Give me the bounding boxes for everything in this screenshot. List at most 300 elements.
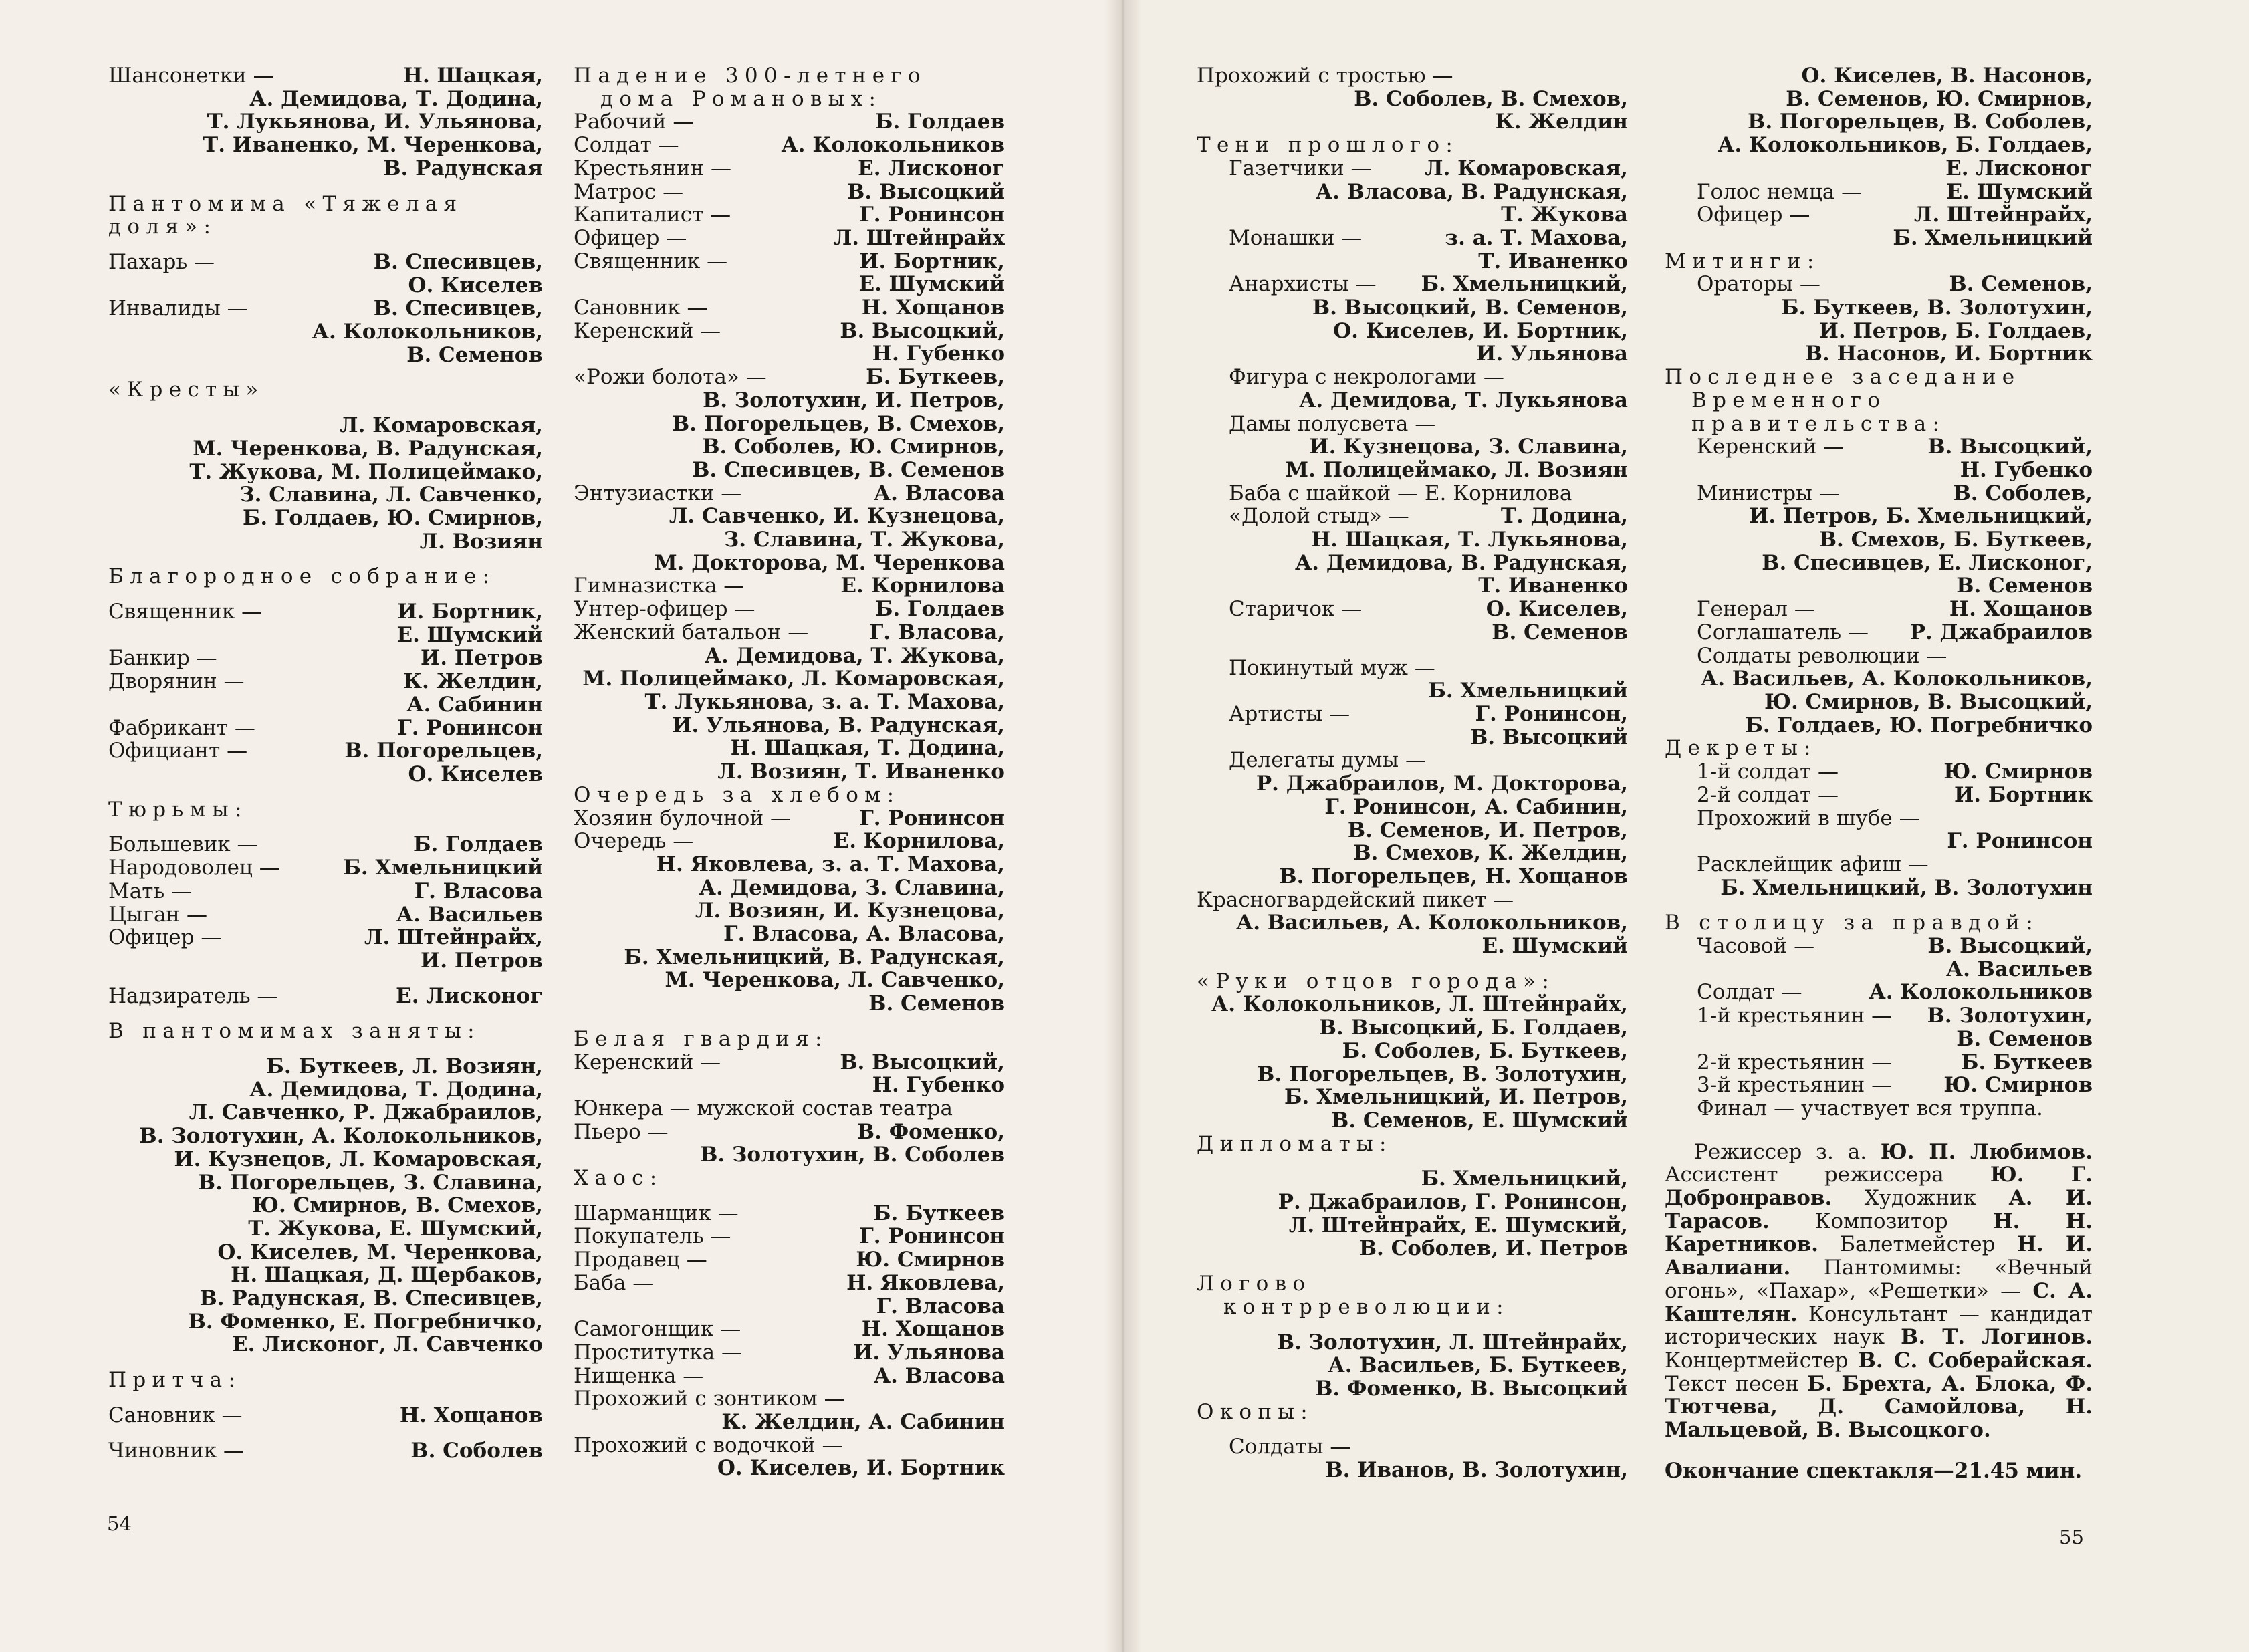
actor-names: Н. Шацкая, xyxy=(402,64,543,88)
cast-row xyxy=(1197,157,1628,181)
role-name: Солдат — xyxy=(1697,980,1802,1005)
cast-row xyxy=(1665,273,2093,296)
actor-names-line: Б. Хмельницкий, В. Золотухин xyxy=(1720,875,2093,900)
cast-row xyxy=(1197,598,1628,621)
role-name: 1-й крестьянин — xyxy=(1697,1004,1893,1028)
cast-row xyxy=(574,1120,1005,1144)
actor-names-line: И. Кузнецова, З. Славина, xyxy=(1309,435,1628,459)
cast-column-2 xyxy=(574,64,1005,1480)
role-name: Пахарь — xyxy=(108,249,215,274)
role-name: Часовой — xyxy=(1697,934,1815,959)
actor-names-line: О. Киселев, И. Бортник xyxy=(717,1456,1005,1481)
scene-heading: правительства: xyxy=(1691,411,1946,436)
actor-names: В. Высоцкий, xyxy=(840,1050,1005,1074)
actor-names-line: Л. Возиян xyxy=(419,529,543,554)
actor-names-line: Н. Яковлева, з. а. Т. Махова, xyxy=(656,852,1005,876)
actor-names-line: Н. Губенко xyxy=(1960,457,2093,482)
role-name: Финал — участвует вся труппа. xyxy=(1697,1096,2043,1120)
scene-heading: дома Романовых: xyxy=(600,86,882,111)
cast-row xyxy=(1665,981,2093,1004)
actor-names: Е. Корнилова, xyxy=(833,829,1005,854)
cast-row xyxy=(1665,598,2093,621)
cast-row xyxy=(108,926,543,949)
actor-names-line: Т. Иваненко xyxy=(1478,249,1628,273)
credit-text: Композитор xyxy=(1769,1209,1994,1233)
actor-names-line: А. Демидова, Т. Жукова, xyxy=(704,643,1005,668)
actor-names-line: А. Васильев, А. Колокольников, xyxy=(1700,667,2093,691)
actor-names-line: Л. Комаровская, xyxy=(340,413,543,438)
cast-row xyxy=(108,297,543,320)
role-name: Проститутка — xyxy=(574,1340,742,1365)
role-name: Крестьянин — xyxy=(574,156,731,181)
actor-names-line: В. Соболев, Ю. Смирнов, xyxy=(702,435,1005,459)
role-name: Дворянин — xyxy=(108,669,245,694)
actor-names-line: В. Семенов xyxy=(1956,1026,2093,1051)
cast-row xyxy=(574,1051,1005,1074)
cast-row xyxy=(574,296,1005,320)
cast-row xyxy=(1665,853,2093,876)
role-name: Народоволец — xyxy=(108,856,280,880)
role-name: Унтер-офицер — xyxy=(574,597,755,622)
actor-names-line: Т. Лукьянова, з. а. Т. Махова, xyxy=(644,689,1005,714)
actor-names: В. Погорельцев, xyxy=(344,739,543,763)
scene-heading: Последнее заседание xyxy=(1665,365,2021,390)
scene-heading: Падение 300-летнего xyxy=(574,64,927,88)
credit-name: Б. Брехта, А. Блока, Ф. Тютчева, Д. Самойлова, Н. Мальцевой, В. Высоцкого. xyxy=(1665,1371,2093,1443)
scene-heading: Белая гвардия: xyxy=(574,1026,828,1051)
role-name: Расклейщик афиш — xyxy=(1697,852,1929,876)
cast-row xyxy=(574,621,1005,644)
cast-row xyxy=(1665,1051,2093,1074)
role-name: 3-й крестьянин — xyxy=(1697,1073,1893,1098)
actor-names: Л. Штейнрайх xyxy=(833,225,1005,250)
role-name: «Долой стыд» — xyxy=(1229,504,1409,529)
actor-names-line: А. Власова, В. Радунская, xyxy=(1315,179,1628,204)
actor-names-line: А. Демидова, Т. Додина, xyxy=(249,86,543,111)
actor-names: Б. Голдаев xyxy=(874,110,1005,134)
cast-row xyxy=(574,1341,1005,1365)
scene-heading: Дипломаты: xyxy=(1197,1131,1393,1156)
actor-names-line: Л. Возиян, Т. Иваненко xyxy=(717,759,1005,784)
cast-row xyxy=(1197,703,1628,726)
actor-names-line: И. Кузнецов, Л. Комаровская, xyxy=(174,1147,543,1171)
actor-names-line: Е. Шумский xyxy=(396,622,543,647)
actor-names-line: Б. Буткеев, Л. Возиян, xyxy=(266,1054,543,1079)
role-name: 2-й солдат — xyxy=(1697,782,1839,807)
actor-names-line: В. Насонов, И. Бортник xyxy=(1804,342,2093,366)
actor-names-line: А. Демидова, В. Радунская, xyxy=(1294,550,1628,575)
actor-names-line: А. Сабинин xyxy=(406,692,543,717)
actor-names: Г. Ронинсон xyxy=(859,1224,1005,1249)
cast-row xyxy=(574,1097,1005,1120)
actor-names: И. Бортник, xyxy=(859,249,1005,273)
actor-names-line: Н. Шацкая, Д. Щербаков, xyxy=(231,1263,543,1288)
performance-ending: Окончание спектакля—21.45 мин. xyxy=(1665,1458,2083,1483)
role-name: Покинутый муж — xyxy=(1229,655,1435,680)
actor-names: В. Высоцкий, xyxy=(1927,934,2093,959)
actor-names-line: Н. Шацкая, Т. Додина, xyxy=(730,736,1005,761)
cast-row xyxy=(108,903,543,927)
actor-names-line: В. Соболев, В. Смехов, xyxy=(1354,86,1628,111)
role-name: Офицер — xyxy=(574,225,687,250)
cast-row xyxy=(108,600,543,624)
actor-names-line: М. Полицеймако, Л. Возиян xyxy=(1285,457,1628,482)
actor-names: Е. Шумский xyxy=(1946,179,2093,204)
cast-row xyxy=(574,598,1005,621)
cast-row xyxy=(1665,621,2093,644)
actor-names: Н. Хощанов xyxy=(861,1317,1005,1342)
scene-heading: Окопы: xyxy=(1197,1399,1314,1424)
role-name: 2-й крестьянин — xyxy=(1697,1050,1893,1074)
cast-row xyxy=(574,203,1005,227)
actor-names-line: В. Семенов, Ю. Смирнов, xyxy=(1786,86,2093,111)
scene-heading: Очередь за хлебом: xyxy=(574,782,901,807)
role-name: Цыган — xyxy=(108,902,207,927)
cast-row xyxy=(108,1439,543,1463)
cast-column-3 xyxy=(1197,64,1628,1482)
actor-names: Б. Буткеев xyxy=(1961,1050,2093,1074)
actor-names-line: Т. Жукова, Е. Шумский, xyxy=(248,1216,543,1241)
cast-row xyxy=(1665,203,2093,227)
role-name: Газетчики — xyxy=(1229,156,1372,181)
actor-names-line: В. Погорельцев, З. Славина, xyxy=(197,1170,543,1195)
actor-names-line: И. Петров, Б. Хмельницкий, xyxy=(1749,504,2093,529)
actor-names: Л. Штейнрайх, xyxy=(364,925,543,950)
actor-names-line: В. Иванов, В. Золотухин, xyxy=(1325,1458,1628,1483)
actor-names-line: Т. Лукьянова, И. Ульянова, xyxy=(207,110,543,134)
cast-row xyxy=(1665,807,2093,830)
actor-names-line: В. Золотухин, А. Колокольников, xyxy=(139,1124,543,1149)
role-name: Артисты — xyxy=(1229,701,1350,726)
role-name: Самогонщик — xyxy=(574,1317,741,1342)
role-name: Керенский — xyxy=(1697,435,1845,459)
actor-names-line: Б. Буткеев, В. Золотухин, xyxy=(1781,296,2093,320)
role-name: Фигура с некрологами — xyxy=(1229,365,1504,390)
role-name: Красногвардейский пикет — xyxy=(1197,887,1514,912)
cast-row xyxy=(574,320,1005,343)
actor-names-line: Б. Голдаев, Ю. Смирнов, xyxy=(242,505,543,530)
actor-names: Г. Власова xyxy=(414,878,543,903)
role-name: Монашки — xyxy=(1229,225,1363,250)
role-name: Солдаты революции — xyxy=(1697,643,1947,668)
actor-names-line: Т. Жукова xyxy=(1501,203,1628,227)
actor-names-line: В. Погорельцев, В. Соболев, xyxy=(1748,110,2093,134)
actor-names: Ю. Смирнов xyxy=(1943,1073,2093,1098)
scene-heading: Благородное собрание: xyxy=(108,564,496,589)
role-name: Юнкера — мужской состав театра xyxy=(574,1096,953,1120)
actor-names-line: О. Киселев, И. Бортник, xyxy=(1333,318,1628,343)
cast-row xyxy=(1665,760,2093,784)
actor-names-line: М. Докторова, М. Черенкова xyxy=(654,550,1005,575)
role-name: Продавец — xyxy=(574,1248,707,1272)
cast-row xyxy=(108,739,543,763)
actor-names: В. Соболев, xyxy=(1953,481,2093,505)
scene-heading: Декреты: xyxy=(1665,736,1817,761)
cast-row xyxy=(1665,1074,2093,1097)
actor-names-line: А. Васильев, А. Колокольников, xyxy=(1235,911,1628,935)
actor-names: Г. Ронинсон xyxy=(859,806,1005,830)
scene-heading: Пантомима «Тяжелая доля»: xyxy=(108,191,476,239)
actor-names-line: Л. Штейнрайх, Е. Шумский, xyxy=(1288,1213,1628,1237)
role-name: Энтузиастки — xyxy=(574,481,742,505)
scene-heading: «Руки отцов города»: xyxy=(1197,969,1556,993)
actor-names-line: В. Высоцкий xyxy=(1470,725,1628,749)
role-name: Банкир — xyxy=(108,646,217,671)
credit-text: Текст песен xyxy=(1665,1371,1808,1396)
role-name: Солдат — xyxy=(574,133,679,158)
actor-names: Б. Буткеев, xyxy=(866,365,1005,390)
actor-names: Е. Корнилова xyxy=(840,574,1005,598)
actor-names-line: В. Спесивцев, В. Семенов xyxy=(692,457,1005,482)
actor-names-line: Р. Джабраилов, Г. Ронинсон, xyxy=(1278,1190,1628,1215)
actor-names-line: В. Золотухин, И. Петров, xyxy=(703,388,1005,412)
actor-names-line: Е. Шумский xyxy=(858,272,1005,297)
cast-row xyxy=(1197,482,1628,505)
cast-row xyxy=(108,1404,543,1427)
cast-row xyxy=(1665,784,2093,807)
actor-names-line: В. Погорельцев, Н. Хощанов xyxy=(1279,864,1628,889)
cast-row xyxy=(574,1225,1005,1248)
actor-names: В. Спесивцев, xyxy=(373,249,543,274)
cast-column-1 xyxy=(108,64,543,1462)
actor-names-line: В. Высоцкий, Б. Голдаев, xyxy=(1318,1016,1628,1040)
role-name: Баба с шайкой — Е. Корнилова xyxy=(1229,481,1572,505)
actor-names: з. а. Т. Махова, xyxy=(1445,225,1628,250)
actor-names: И. Петров xyxy=(421,646,543,671)
actor-names-line: В. Семенов xyxy=(1492,620,1628,644)
actor-names-line: Б. Голдаев, Ю. Погребничко xyxy=(1745,713,2093,737)
role-name: Рабочий — xyxy=(574,110,694,134)
role-name: Делегаты думы — xyxy=(1229,748,1426,773)
credit-text: Пантомимы: «Вечный огонь», «Пахар», «Решетки» — xyxy=(1665,1256,2093,1303)
actor-names-line: В. Радунская xyxy=(383,156,543,181)
cast-row xyxy=(1665,1004,2093,1028)
cast-row xyxy=(1665,644,2093,668)
actor-names: Б. Голдаев xyxy=(412,832,543,857)
actor-names: И. Бортник xyxy=(1954,782,2093,807)
actor-names: Б. Хмельницкий, xyxy=(1421,272,1628,297)
actor-names-line: Б. Хмельницкий xyxy=(1428,679,1628,703)
actor-names: Т. Додина, xyxy=(1500,504,1628,529)
scene-heading: Притча: xyxy=(108,1368,242,1393)
actor-names: К. Желдин, xyxy=(402,669,543,694)
actor-names-line: Г. Ронинсон xyxy=(1947,829,2093,854)
cast-row xyxy=(1197,366,1628,389)
actor-names: О. Киселев, xyxy=(1486,597,1628,622)
role-name: Надзиратель — xyxy=(108,983,278,1008)
actor-names: Е. Лисконог xyxy=(396,983,543,1008)
cast-row xyxy=(1197,749,1628,772)
role-name: Соглашатель — xyxy=(1697,620,1869,644)
role-name: Голос немца — xyxy=(1697,179,1863,204)
actor-names-line: О. Киселев, В. Насонов, xyxy=(1801,64,2093,88)
actor-names-line: В. Семенов xyxy=(1956,574,2093,598)
cast-row xyxy=(108,251,543,274)
actor-names-line: З. Славина, Т. Жукова, xyxy=(723,527,1005,552)
actor-names-line: Е. Лисконог xyxy=(1945,156,2093,181)
cast-row xyxy=(108,646,543,670)
actor-names: А. Колокольников xyxy=(781,133,1005,158)
actor-names-line: А. Демидова, Т. Додина, xyxy=(249,1077,543,1102)
actor-names: Н. Яковлева, xyxy=(846,1270,1005,1295)
role-name: Генерал — xyxy=(1697,597,1815,622)
cast-row xyxy=(108,670,543,693)
cast-row xyxy=(574,366,1005,389)
cast-row xyxy=(574,1272,1005,1295)
cast-row xyxy=(1665,181,2093,204)
role-name: Священник — xyxy=(108,600,263,624)
cast-row xyxy=(574,574,1005,598)
actor-names: В. Соболев xyxy=(410,1438,543,1463)
actor-names-line: В. Спесивцев, Е. Лисконог, xyxy=(1762,550,2093,575)
scene-heading: Митинги: xyxy=(1665,249,1820,273)
actor-names-line: И. Петров xyxy=(421,948,543,973)
role-name: Солдаты — xyxy=(1229,1435,1351,1459)
actor-names-line: Л. Савченко, И. Кузнецова, xyxy=(669,504,1005,529)
cast-row xyxy=(574,1202,1005,1225)
actor-names: И. Ульянова xyxy=(853,1340,1005,1365)
cast-row xyxy=(1197,227,1628,250)
role-name: Нищенка — xyxy=(574,1363,704,1388)
cast-row xyxy=(1665,935,2093,958)
cast-row xyxy=(574,227,1005,250)
credit-name: Н. И. Авалиани. xyxy=(1665,1232,2093,1280)
actor-names-line: В. Золотухин, В. Соболев xyxy=(700,1143,1005,1167)
actor-names-line: Л. Савченко, Р. Джабраилов, xyxy=(189,1100,543,1125)
role-name: Матрос — xyxy=(574,179,684,204)
cast-row xyxy=(574,250,1005,273)
credit-name: Ю. Г. Добронравов. xyxy=(1665,1163,2093,1211)
actor-names-line: В. Радунская, В. Спесивцев, xyxy=(199,1286,543,1311)
actor-names: А. Власова xyxy=(873,1363,1005,1388)
cast-row xyxy=(108,833,543,856)
role-name: Дамы полусвета — xyxy=(1229,411,1436,436)
scene-heading: В пантомимах заняты: xyxy=(108,1019,481,1044)
credit-text: Концертмейстер xyxy=(1665,1348,1859,1373)
cast-row xyxy=(1197,657,1628,680)
cast-row xyxy=(574,1248,1005,1272)
cast-row xyxy=(574,134,1005,157)
actor-names-line: Б. Хмельницкий, И. Петров, xyxy=(1284,1085,1628,1110)
role-name: «Рожи болота» — xyxy=(574,365,767,390)
actor-names: В. Высоцкий, xyxy=(1927,435,2093,459)
page-number-right: 55 xyxy=(2059,1526,2084,1548)
actor-names-line: В. Золотухин, Л. Штейнрайх, xyxy=(1276,1330,1628,1354)
credit-name: Ю. П. Любимов. xyxy=(1880,1139,2093,1164)
actor-names: А. Васильев xyxy=(396,902,543,927)
actor-names-line: В. Семенов xyxy=(406,342,543,367)
role-name: 1-й солдат — xyxy=(1697,759,1839,784)
role-name: Керенский — xyxy=(574,318,721,343)
actor-names-line: О. Киселев xyxy=(408,761,543,786)
cast-row xyxy=(574,110,1005,134)
actor-names: Г. Ронинсон xyxy=(397,715,543,740)
role-name: Сановник — xyxy=(108,1403,243,1427)
role-name: Керенский — xyxy=(574,1050,721,1074)
actor-names-line: В. Высоцкий, В. Семенов, xyxy=(1312,296,1628,320)
role-name: Пьеро — xyxy=(574,1119,669,1144)
cast-row xyxy=(574,1434,1005,1457)
cast-row xyxy=(1197,64,1628,88)
scene-heading: Временного xyxy=(1691,388,1887,412)
actor-names-line: И. Петров, Б. Голдаев, xyxy=(1818,318,2093,343)
actor-names-line: М. Черенкова, В. Радунская, xyxy=(193,436,543,461)
actor-names-line: В. Соболев, И. Петров xyxy=(1358,1236,1628,1261)
role-name: Хозяин булочной — xyxy=(574,806,791,830)
actor-names-line: И. Ульянова, В. Радунская, xyxy=(672,713,1005,737)
page-number-left: 54 xyxy=(107,1512,132,1535)
actor-names: Ю. Смирнов xyxy=(1943,759,2093,784)
cast-row xyxy=(1665,435,2093,459)
role-name: Очередь — xyxy=(574,829,694,854)
cast-row xyxy=(1197,273,1628,296)
role-name: Прохожий с зонтиком — xyxy=(574,1387,845,1411)
credits-paragraph xyxy=(1665,1141,2093,1442)
cast-row xyxy=(108,856,543,880)
role-name: Гимназистка — xyxy=(574,574,745,598)
cast-row xyxy=(574,157,1005,181)
actor-names: Е. Лисконог xyxy=(858,156,1005,181)
role-name: Большевик — xyxy=(108,832,258,857)
actor-names-line: В. Семенов xyxy=(868,991,1005,1016)
actor-names-line: А. Демидова, З. Славина, xyxy=(699,875,1005,900)
cast-column-4 xyxy=(1665,64,2093,1482)
credit-text: Ассистент режиссера xyxy=(1665,1163,1990,1187)
actor-names-line: Ю. Смирнов, В. Высоцкий, xyxy=(1764,689,2093,714)
actor-names: В. Золотухин, xyxy=(1927,1004,2093,1028)
role-name: Официант — xyxy=(108,739,248,763)
role-name: Покупатель — xyxy=(574,1224,731,1249)
actor-names-line: О. Киселев, М. Черенкова, xyxy=(217,1240,543,1264)
cast-row xyxy=(1197,1435,1628,1459)
actor-names-line: Н. Губенко xyxy=(872,1073,1005,1098)
scene-heading: В столицу за правдой: xyxy=(1665,911,2040,935)
role-name: Капиталист — xyxy=(574,203,731,227)
cast-row xyxy=(1665,482,2093,505)
credit-text: Художник xyxy=(1832,1186,2009,1211)
actor-names: В. Высоцкий, xyxy=(840,318,1005,343)
actor-names: Н. Хощанов xyxy=(861,296,1005,320)
actor-names-line: Т. Иваненко, М. Черенкова, xyxy=(203,133,543,158)
actor-names-line: Е. Шумский xyxy=(1482,934,1628,959)
actor-names-line: Е. Лисконог, Л. Савченко xyxy=(232,1332,543,1357)
actor-names-line: Б. Хмельницкий, В. Радунская, xyxy=(624,945,1005,969)
actor-names-line: Г. Власова xyxy=(876,1294,1005,1318)
book-gutter xyxy=(1104,0,1142,1652)
actor-names: И. Бортник, xyxy=(397,600,543,624)
role-name: Прохожий с водочкой — xyxy=(574,1433,843,1457)
scene-heading: Логово xyxy=(1197,1272,1312,1296)
actor-names: В. Фоменко, xyxy=(856,1119,1005,1144)
role-name: Мать — xyxy=(108,878,193,903)
actor-names: В. Высоцкий xyxy=(847,179,1005,204)
actor-names-line: Т. Жукова, М. Полицеймако, xyxy=(189,459,543,484)
credit-text: Балетмейстер xyxy=(1818,1232,2017,1257)
credit-name: Н. Н. Каретников. xyxy=(1665,1209,2093,1257)
actor-names-line: В. Смехов, К. Желдин, xyxy=(1353,841,1628,866)
actor-names-line: В. Погорельцев, В. Золотухин, xyxy=(1257,1062,1628,1086)
cast-row xyxy=(108,64,543,88)
cast-row xyxy=(574,1387,1005,1411)
actor-names-line: О. Киселев xyxy=(408,273,543,298)
scene-heading: контрреволюции: xyxy=(1223,1294,1510,1319)
actor-names-line: Т. Иваненко xyxy=(1478,574,1628,598)
role-name: Прохожий с тростью — xyxy=(1197,64,1453,88)
actor-names: Б. Хмельницкий xyxy=(343,856,543,880)
actor-names-line: Л. Возиян, И. Кузнецова, xyxy=(695,899,1005,923)
actor-names-line: А. Васильев, Б. Буткеев, xyxy=(1328,1353,1628,1378)
cast-list xyxy=(1665,64,2093,1120)
